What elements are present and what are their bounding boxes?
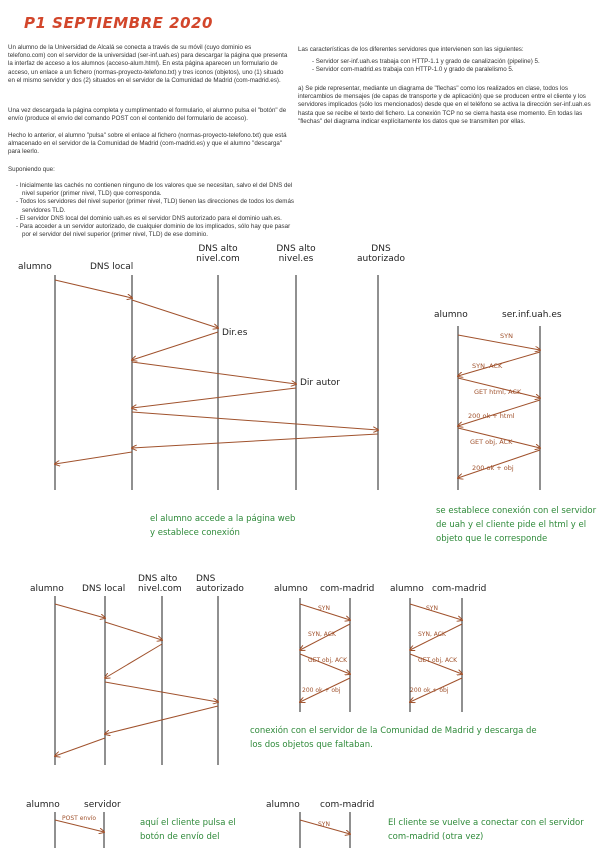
caption: el alumno accede a la página web y establece conexión (150, 514, 296, 538)
statement-paragraph-4: Suponiendo que: (8, 166, 55, 173)
col-label: DNS local (82, 584, 126, 594)
col-label: com-madrid (432, 584, 487, 594)
col-label: ser.inf.uah.es (502, 310, 562, 320)
note-label: Dir autor (300, 378, 340, 388)
arrow (55, 452, 132, 464)
arrow (132, 434, 378, 448)
statement-paragraph-3: Hecho lo anterior, el alumno "pulsa" sobre el enlace al fichero (normas-proyecto-telefono.txt) que está almacenado en el servidor de la Comunidad de Madrid (com-madrid.es) y que el alumno "descarga" para leerlo. (8, 132, 287, 156)
message-label: GET obj, ACK (470, 438, 513, 446)
message-label: GET obj, ACK (308, 657, 348, 664)
page-title: P1 SEPTIEMBRE 2020 (24, 14, 213, 32)
col-label: DNS alto nivel.com (138, 574, 182, 594)
col-label: alumno (274, 584, 308, 594)
arrow (132, 412, 378, 430)
col-label: com-madrid (320, 800, 375, 810)
assumption-item: - Para acceder a un servidor autorizado, de cualquier dominio de los implicados, sólo hay que pasar por el servidor del nivel superior (primer nivel, TLD) de ese dominio. (16, 223, 291, 239)
col-label: alumno (18, 262, 52, 272)
message-label: 200 ok + obj (472, 464, 514, 472)
col-label: alumno (434, 310, 468, 320)
message-label: SYN (318, 605, 330, 612)
col-label: DNS local (90, 262, 134, 272)
statement-paragraph-1: Un alumno de la Universidad de Alcalá se conecta a través de su móvil (cuyo dominio es telefono.com) con el servidor de la universidad (ser-inf.uah.es) para descargar la página que presenta la interfaz de acceso a los alumnos (acceso-alum.html). En esta página aparecen un formulario de acceso, un enlace a un fichero (normas-proyecto-telefono.txt) y tres iconos (objetos), uno (1) situado en el mismo servidor y dos (2) situados en el servidor de la Comunidad de Madrid (com-madrid.es). (8, 44, 288, 84)
col-label: alumno (26, 800, 60, 810)
arrow (132, 362, 296, 384)
message-label: GET obj, ACK (418, 657, 458, 664)
arrow (55, 280, 132, 298)
message-label: 200 ok + obj (302, 687, 341, 694)
server-item: - Servidor ser-inf.uah.es trabaja con HTTP-1.1 y grado de canalización (pipeline) 5. (312, 58, 540, 65)
arrow (55, 604, 105, 618)
servers-intro: Las características de los diferentes servidores que intervienen son las siguientes: (298, 46, 524, 53)
arrow (105, 644, 162, 678)
arrow (105, 622, 162, 640)
col-label: DNS alto nivel.es (276, 244, 316, 264)
assumption-item: - Todos los servidores del nivel superior (primer nivel, TLD) tienen las direcciones de todos los demás servidores TLD. (16, 198, 294, 214)
note-label: Dir.es (222, 328, 248, 338)
caption: se establece conexión con el servidor de uah y el cliente pide el html y el objeto que le corresponde (436, 506, 597, 544)
arrow (132, 332, 218, 360)
arrow (132, 300, 218, 328)
message-label: SYN, ACK (418, 631, 446, 638)
col-label: alumno (30, 584, 64, 594)
col-label: DNS alto nivel.com (196, 244, 240, 264)
message-label: SYN (318, 821, 330, 828)
message-label: SYN, ACK (472, 362, 503, 370)
arrow (458, 335, 540, 350)
caption: El cliente se vuelve a conectar con el servidor com-madrid (otra vez) (388, 818, 584, 842)
col-label: alumno (390, 584, 424, 594)
message-label: SYN (426, 605, 438, 612)
col-label: DNS autorizado (357, 244, 405, 264)
arrow (132, 388, 296, 408)
assumption-item: - El servidor DNS local del dominio uah.es es el servidor DNS autorizado para el dominio uah.es. (16, 214, 282, 222)
arrow (55, 738, 105, 756)
server-item: - Servidor com-madrid.es trabaja con HTTP-1.0 y grado de paralelismo 5. (312, 66, 514, 74)
message-label: 200 ok + obj (410, 687, 449, 694)
col-label: alumno (266, 800, 300, 810)
caption: conexión con el servidor de la Comunidad de Madrid y descarga de los dos objetos que faltaban. (250, 726, 537, 750)
col-label: servidor (84, 800, 121, 810)
col-label: DNS autorizado (196, 574, 244, 594)
statement-paragraph-2: Una vez descargada la página completa y cumplimentado el formulario, el alumno pulsa el "botón" de envío (produce el envío del comando POST con el contenido del formulario de acceso). (8, 107, 287, 123)
caption: aquí el cliente pulsa el botón de envío del (140, 818, 236, 842)
message-label: SYN, ACK (308, 631, 336, 638)
message-label: GET html, ACK (474, 388, 522, 396)
question-a: a) Se pide representar, mediante un diagrama de "flechas" como los realizados en clase, todos los intercambios de mensajes (de capas de transporte y de aplicación) que se producen entre el cliente y los servidores implicados (sólo los mencionados) desde que en el teléfono se activa la dirección ser-inf.uah.es hasta que se recibe el texto del fichero. La conexión TCP no se cierra hasta ese momento. En todas las "flechas" del diagrama indicar explícitamente los datos que se transmiten por ellas. (298, 85, 591, 125)
message-label: SYN (500, 332, 513, 340)
assumption-item: - Inicialmente las cachés no contienen ninguno de los valores que se necesitan, salvo el del DNS del nivel superior (primer nivel, TLD) que corresponda. (16, 182, 293, 198)
message-label: 200 ok + html (468, 412, 515, 420)
col-label: com-madrid (320, 584, 375, 594)
message-label: POST envío (62, 815, 97, 822)
